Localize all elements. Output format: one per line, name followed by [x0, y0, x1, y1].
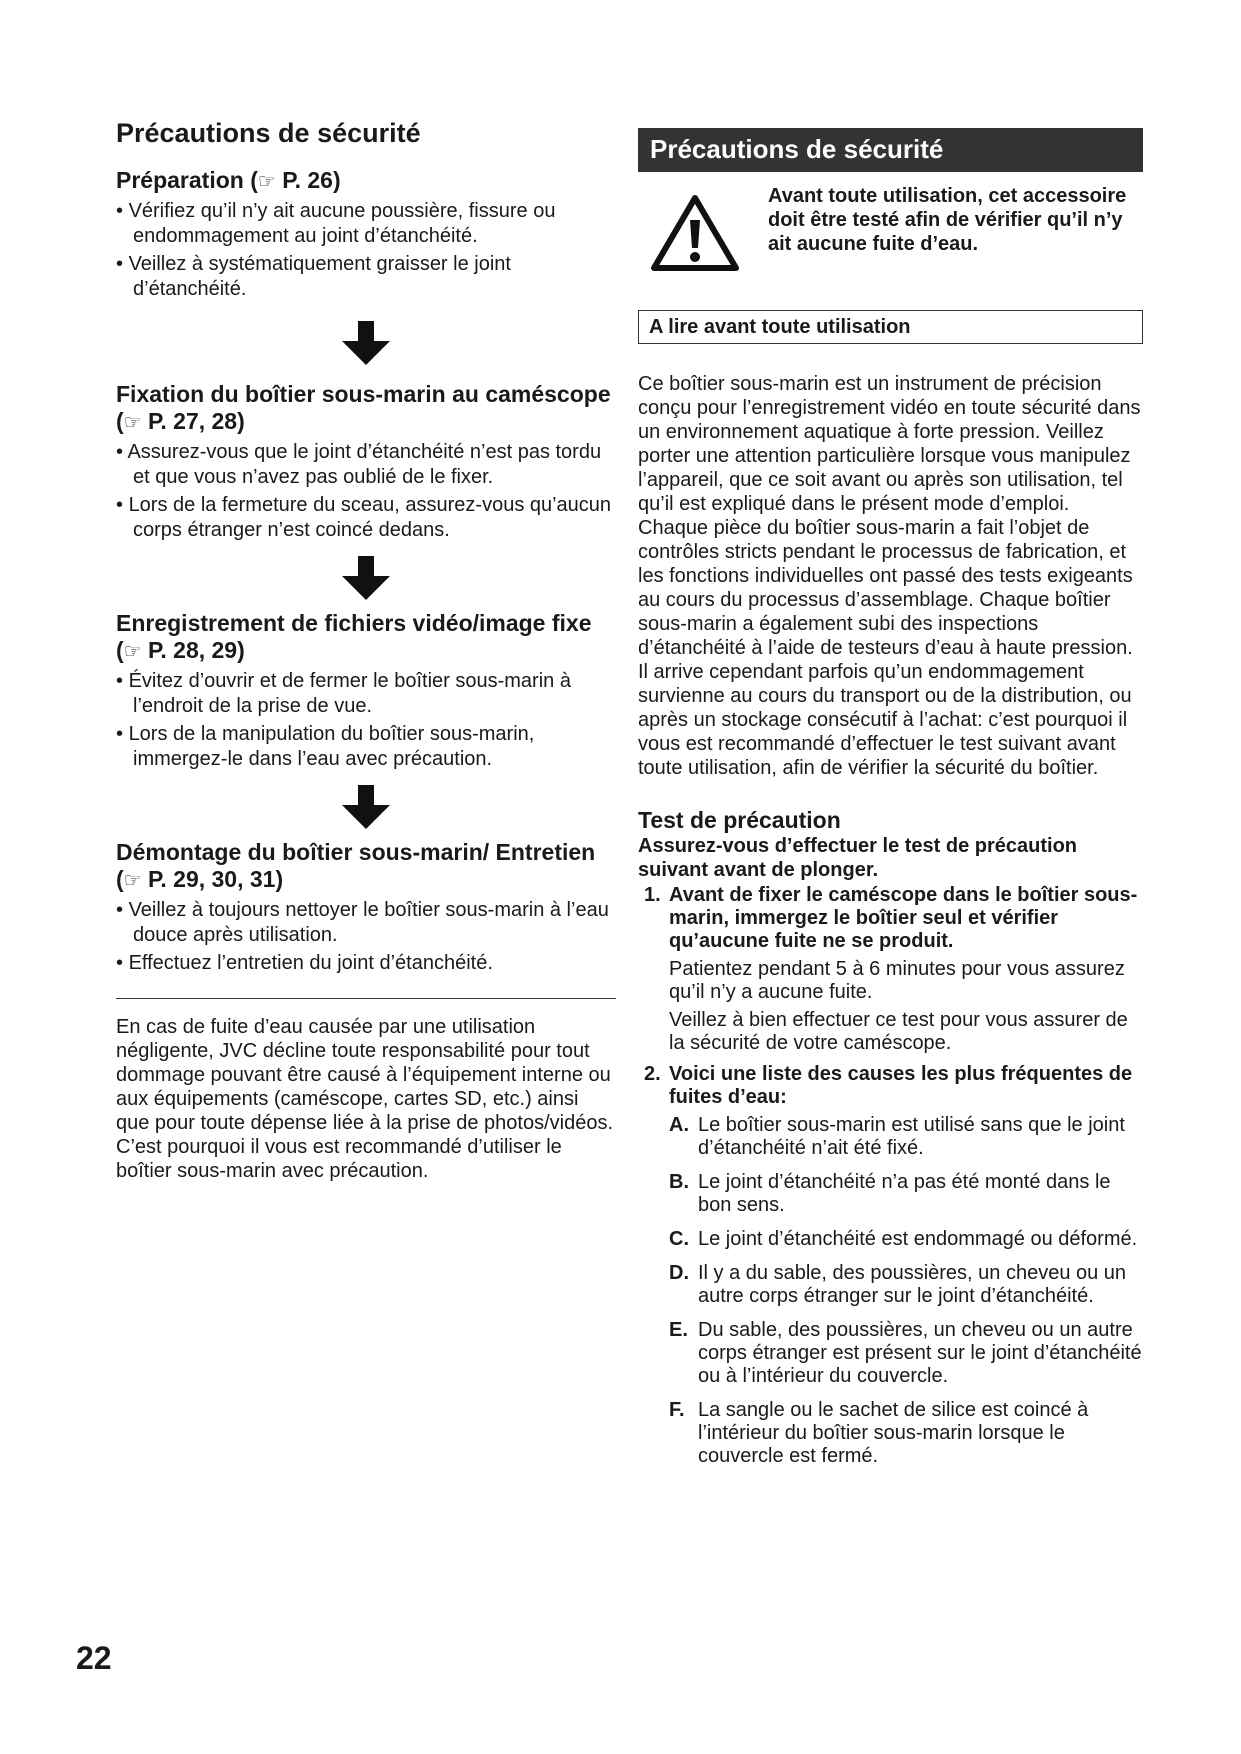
- step-number: 2.: [644, 1063, 661, 1085]
- step-paragraph: Patientez pendant 5 à 6 minutes pour vous assurez qu’il n’y a aucune fuite.: [669, 958, 1125, 1003]
- list-item: • Effectuez l’entretien du joint d’étanchéité.: [116, 951, 616, 976]
- step-heading: Avant de fixer le caméscope dans le boîtier sous-marin, immergez le boîtier seul et vérifier qu’aucune fuite ne se produit.: [669, 884, 1138, 952]
- list-item: • Lors de la fermeture du sceau, assurez-vous qu’aucun corps étranger n’est coincé dedans.: [116, 493, 616, 543]
- pointing-hand-icon: ☞: [123, 641, 142, 663]
- down-arrow-icon: [116, 305, 616, 381]
- test-subtitle: Assurez-vous d’effectuer le test de précaution suivant avant de plonger.: [638, 835, 1078, 881]
- step-title: Démontage du boîtier sous-marin/ Entretien (☞ P. 29, 30, 31): [116, 839, 596, 892]
- read-before-use-heading: A lire avant toute utilisation: [638, 310, 1143, 344]
- test-step: [638, 884, 1143, 1055]
- test-step: [638, 1063, 1143, 1468]
- section-header: Précautions de sécurité: [638, 128, 1143, 172]
- list-item: • Veillez à systématiquement graisser le joint d’étanchéité.: [116, 252, 616, 302]
- step-heading: Voici une liste des causes les plus fréquentes de fuites d’eau:: [669, 1063, 1133, 1108]
- intro-paragraph: Ce boîtier sous-marin est un instrument de précision conçu pour l’enregistrement vidéo en toute sécurité dans un environnement aquatique à forte pression. Veillez porter une attention particulière lorsque vous manipulez l’appareil, que ce soit avant ou après son utilisation, tel qu’il est expliqué dans le présent mode d’emploi.: [638, 373, 1141, 515]
- step-number: 1.: [644, 884, 661, 906]
- step-title: Préparation (☞ P. 26): [116, 167, 341, 193]
- warning-text: Avant toute utilisation, cet accessoire doit être testé afin de vérifier qu’il n’y ait aucune fuite d’eau.: [768, 185, 1127, 255]
- step-paragraph: Veillez à bien effectuer ce test pour vous assurer de la sécurité de votre caméscope.: [669, 1009, 1128, 1054]
- page-number: 22: [76, 1640, 112, 1676]
- step-fixation: [116, 381, 616, 543]
- list-item: E. Du sable, des poussières, un cheveu ou un autre corps étranger est présent sur le joint d’étanchéité ou à l’intérieur du couvercle.: [669, 1319, 1142, 1387]
- down-arrow-icon: [116, 546, 616, 610]
- right-column: [638, 128, 1143, 1479]
- list-item: A. Le boîtier sous-marin est utilisé sans que le joint d’étanchéité n’ait été fixé.: [669, 1114, 1125, 1159]
- step-dismantling: [116, 839, 616, 976]
- step-title: Enregistrement de fichiers vidéo/image fixe (☞ P. 28, 29): [116, 610, 592, 663]
- divider: [116, 998, 616, 999]
- disclaimer-text: En cas de fuite d’eau causée par une utilisation négligente, JVC décline toute responsabilité pour tout dommage pouvant être causé à l’équipement interne ou aux équipements (caméscope, cartes SD, etc.) ainsi que pour toute dépense liée à la prise de photos/vidéos. C’est pourquoi il vous est recommandé d’utiliser le boîtier sous-marin avec précaution.: [116, 1016, 614, 1182]
- list-item: B. Le joint d’étanchéité n’a pas été monté dans le bon sens.: [669, 1171, 1111, 1216]
- list-item: • Lors de la manipulation du boîtier sous-marin, immergez-le dans l’eau avec précaution.: [116, 722, 616, 772]
- list-item: D. Il y a du sable, des poussières, un cheveu ou un autre corps étranger sur le joint d’étanchéité.: [669, 1262, 1127, 1307]
- pointing-hand-icon: ☞: [123, 412, 142, 434]
- bullet-list: [116, 669, 616, 772]
- list-item: • Assurez-vous que le joint d’étanchéité n’est pas tordu et que vous n’avez pas oublié de le fixer.: [116, 440, 616, 490]
- test-steps: [638, 884, 1143, 1468]
- page-title: Précautions de sécurité: [116, 118, 421, 148]
- cause-list: [669, 1114, 1143, 1468]
- list-item: F. La sangle ou le sachet de silice est coincé à l’intérieur du boîtier sous-marin lorsque le couvercle est fermé.: [669, 1399, 1089, 1467]
- bullet-list: [116, 440, 616, 543]
- step-preparation: [116, 167, 616, 302]
- bullet-list: [116, 898, 616, 976]
- list-item: • Veillez à toujours nettoyer le boîtier sous-marin à l’eau douce après utilisation.: [116, 898, 616, 948]
- warning-triangle-icon: [650, 194, 740, 272]
- step-recording: [116, 610, 616, 772]
- list-item: • Vérifiez qu’il n’y ait aucune poussière, fissure ou endommagement au joint d’étanchéité.: [116, 199, 616, 249]
- bullet-list: [116, 199, 616, 302]
- intro-paragraph: Chaque pièce du boîtier sous-marin a fait l’objet de contrôles stricts pendant le processus de fabrication, et les fonctions individuelles ont passé des tests exigeants au cours du processus d’assemblage. Chaque boîtier sous-marin a également subi des inspections d’étanchéité à l’aide de testeurs d’eau à haute pression. Il arrive cependant parfois qu’un endommagement survienne au cours du transport ou de la distribution, ou après un stockage consécutif à l’achat: c’est pourquoi il vous est recommandé d’effectuer le test suivant avant toute utilisation, afin de vérifier la sécurité du boîtier.: [638, 517, 1133, 779]
- left-column: [116, 118, 616, 1183]
- down-arrow-icon: [116, 775, 616, 839]
- warning-block: [638, 184, 1143, 272]
- intro-text: [638, 372, 1143, 780]
- list-item: C. Le joint d’étanchéité est endommagé ou déformé.: [669, 1228, 1138, 1250]
- step-title: Fixation du boîtier sous-marin au caméscope (☞ P. 27, 28): [116, 381, 611, 434]
- test-title: Test de précaution: [638, 807, 841, 833]
- pointing-hand-icon: ☞: [257, 171, 276, 193]
- list-item: • Évitez d’ouvrir et de fermer le boîtier sous-marin à l’endroit de la prise de vue.: [116, 669, 616, 719]
- pointing-hand-icon: ☞: [123, 870, 142, 892]
